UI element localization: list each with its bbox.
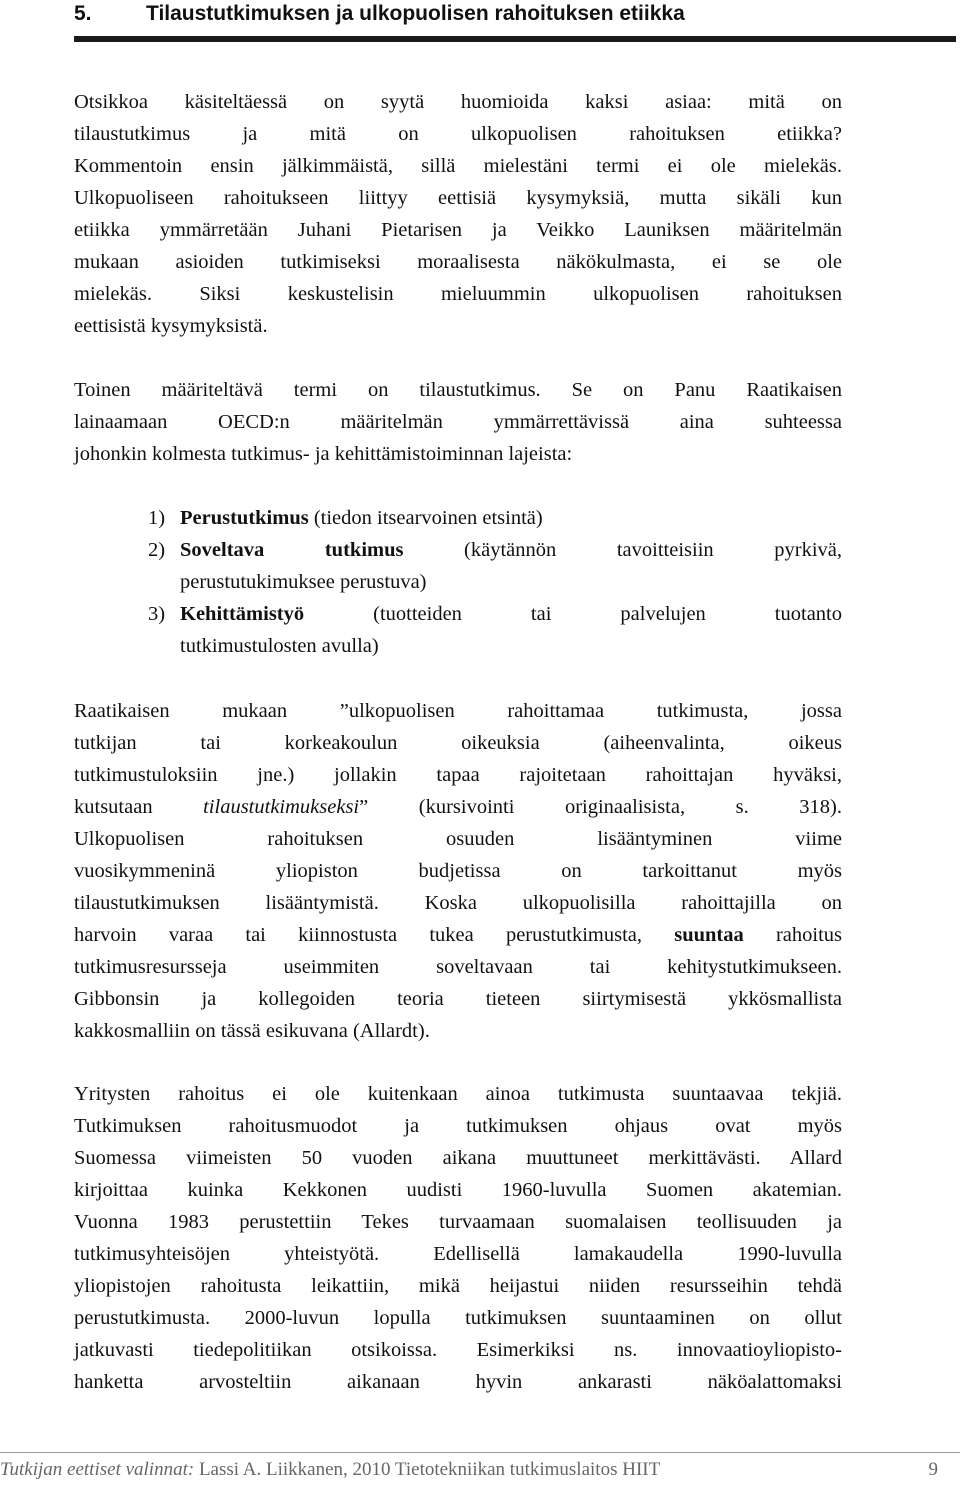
- text-span: kutsutaan: [74, 796, 204, 818]
- text-line: Ulkopuoliseen rahoitukseen liittyy eettisiä kysymyksiä, mutta sikäli kun: [74, 187, 842, 209]
- text-line: mielekäs. Siksi keskustelisin mieluummin ulkopuolisen rahoituksen: [74, 283, 842, 305]
- text-line: tilaustutkimus ja mitä on ulkopuolisen rahoituksen etiikka?: [74, 123, 842, 145]
- list-description: (tiedon itsearvoinen etsintä): [308, 507, 543, 529]
- list-number: 3): [148, 603, 166, 625]
- text-line: Otsikkoa käsiteltäessä on syytä huomioida kaksi asiaa: mitä on: [74, 91, 842, 113]
- list-item: [74, 534, 842, 566]
- text-line: jatkuvasti tiedepolitiikan otsikoissa. Esimerkiksi ns. innovaatioyliopisto-: [74, 1339, 842, 1361]
- text-line: Raatikaisen mukaan ”ulkopuolisen rahoittamaa tutkimusta, jossa: [74, 700, 842, 722]
- research-types-list: [74, 502, 842, 662]
- list-term: Perustutkimus: [180, 507, 309, 529]
- text-line: tilaustutkimuksen lisääntymistä. Koska ulkopuolisilla rahoittajilla on: [74, 892, 842, 914]
- text-line: Vuonna 1983 perustettiin Tekes turvaamaan suomalaisen teollisuuden ja: [74, 1211, 842, 1233]
- paragraph-3: [74, 695, 842, 1047]
- list-description: (käytännön tavoitteisiin pyrkivä,: [403, 539, 842, 561]
- list-item: [74, 502, 842, 534]
- text-line: tutkimusyhteisöjen yhteistyötä. Edellisellä lamakaudella 1990-luvulla: [74, 1243, 842, 1265]
- footer-author: Lassi A. Liikkanen, 2010 Tietotekniikan tutkimuslaitos HIIT: [194, 1459, 661, 1480]
- text-line: Ulkopuolisen rahoituksen osuuden lisääntyminen viime: [74, 828, 842, 850]
- text-span: ” (kursivointi originaalisista, s. 318).: [359, 796, 842, 818]
- list-number: 1): [148, 507, 166, 529]
- paragraph-2: [74, 374, 842, 470]
- text-line: kirjoittaa kuinka Kekkonen uudisti 1960-luvulla Suomen akatemian.: [74, 1179, 842, 1201]
- text-line: [74, 919, 842, 951]
- text-line: etiikka ymmärretään Juhani Pietarisen ja Veikko Launiksen määritelmän: [74, 219, 842, 241]
- text-line: hanketta arvosteltiin aikanaan hyvin ankarasti näköalattomaksi: [74, 1371, 842, 1393]
- footer-title: Tutkijan eettiset valinnat:: [0, 1459, 195, 1480]
- text-span: rahoitus: [743, 924, 842, 946]
- text-line: Gibbonsin ja kollegoiden teoria tieteen siirtymisestä ykkösmallista: [74, 988, 842, 1010]
- page-number: 9: [928, 1459, 938, 1480]
- bold-term: suuntaa: [674, 924, 744, 946]
- page-header: [74, 0, 956, 42]
- text-line: [74, 791, 842, 823]
- text-line: mukaan asioiden tutkimiseksi moraalisesta näkökulmasta, ei se ole: [74, 251, 842, 273]
- text-line: kakkosmalliin on tässä esikuvana (Allardt).: [74, 1020, 430, 1042]
- text-line: Tutkimuksen rahoitusmuodot ja tutkimuksen ohjaus ovat myös: [74, 1115, 842, 1137]
- text-line: Suomessa viimeisten 50 vuoden aikana muuttuneet merkittävästi. Allard: [74, 1147, 842, 1169]
- footer-text: [0, 1459, 660, 1481]
- text-line: vuosikymmeninä yliopiston budjetissa on tarkoittanut myös: [74, 860, 842, 882]
- list-number: 2): [148, 539, 166, 561]
- list-term: Kehittämistyö: [180, 603, 305, 625]
- text-line: Yritysten rahoitus ei ole kuitenkaan ainoa tutkimusta suuntaavaa tekjiä.: [74, 1083, 842, 1105]
- section-number: 5.: [74, 2, 92, 25]
- page-footer: [0, 1452, 960, 1485]
- italic-term: tilaustutkimukseksi: [203, 796, 360, 818]
- list-item-continuation: tutkimustulosten avulla): [180, 635, 379, 657]
- paragraph-4: [74, 1078, 842, 1398]
- list-description: (tuotteiden tai palvelujen tuotanto: [304, 603, 842, 625]
- text-line: johonkin kolmesta tutkimus- ja kehittämistoiminnan lajeista:: [74, 443, 573, 465]
- list-item: [74, 598, 842, 630]
- text-line: Toinen määriteltävä termi on tilaustutkimus. Se on Panu Raatikaisen: [74, 379, 842, 401]
- text-line: Kommentoin ensin jälkimmäistä, sillä mielestäni termi ei ole mielekäs.: [74, 155, 842, 177]
- text-line: tutkimustuloksiin jne.) jollakin tapaa rajoitetaan rahoittajan hyväksi,: [74, 764, 842, 786]
- list-item-continuation: perustutukimuksee perustuva): [180, 571, 427, 593]
- text-line: eettisistä kysymyksistä.: [74, 315, 268, 337]
- text-span: harvoin varaa tai kiinnostusta tukea perustutkimusta,: [74, 924, 675, 946]
- paragraph-1: [74, 86, 842, 342]
- text-line: tutkimusresursseja useimmiten soveltavaan tai kehitystutkimukseen.: [74, 956, 842, 978]
- text-line: lainaamaan OECD:n määritelmän ymmärrettävissä aina suhteessa: [74, 411, 842, 433]
- text-line: yliopistojen rahoitusta leikattiin, mikä heijastui niiden resursseihin tehdä: [74, 1275, 842, 1297]
- section-title: Tilaustutkimuksen ja ulkopuolisen rahoituksen etiikka: [146, 2, 685, 25]
- list-term: Soveltava tutkimus: [180, 539, 404, 561]
- text-line: tutkijan tai korkeakoulun oikeuksia (aiheenvalinta, oikeus: [74, 732, 842, 754]
- text-line: perustutkimusta. 2000-luvun lopulla tutkimuksen suuntaaminen on ollut: [74, 1307, 842, 1329]
